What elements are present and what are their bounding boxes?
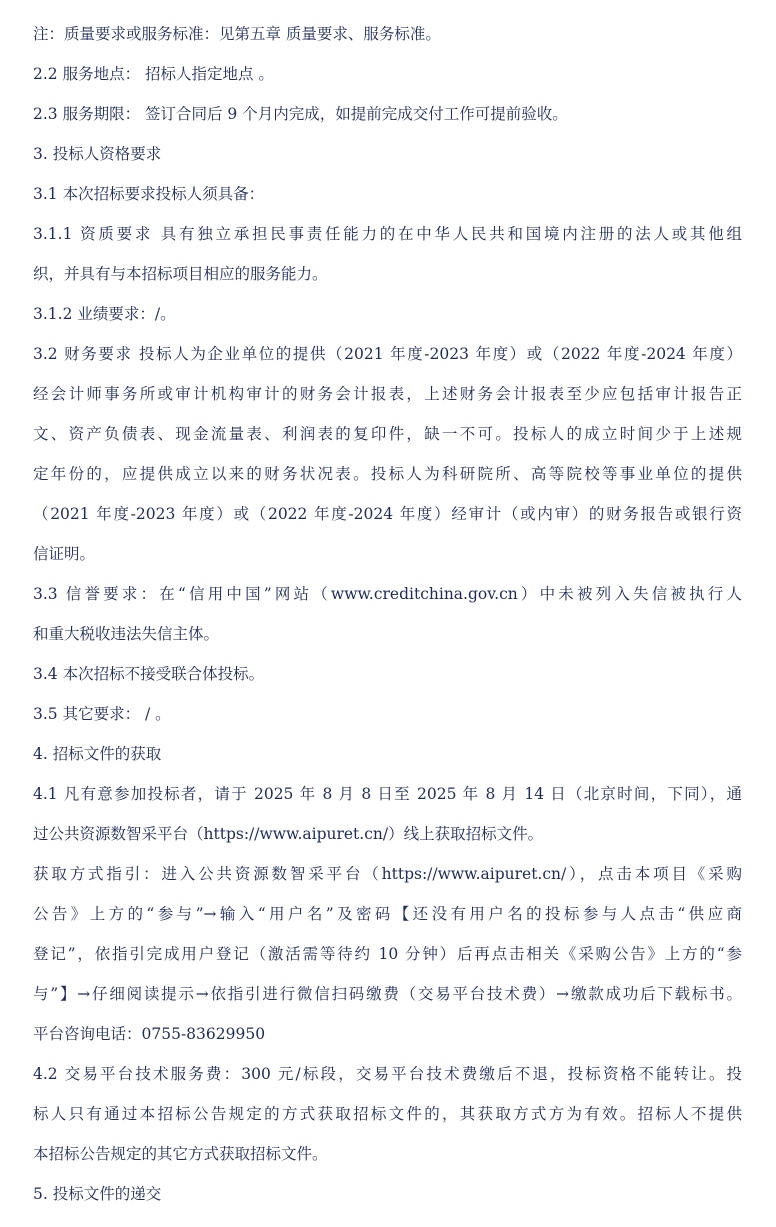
section-heading: 5. 投标文件的递交 — [33, 1185, 162, 1203]
text-line: 获取方式指引：进入公共资源数智采平台（https://www.aipuret.cn/），点击本项目《采购 — [33, 865, 742, 883]
text-line: 3.4 本次招标不接受联合体投标。 — [33, 665, 265, 683]
text-line: 3.3 信誉要求：在“信用中国”网站（www.creditchina.gov.cn）中未被列入失信被执行人 — [33, 585, 742, 603]
text-line: 定年份的，应提供成立以来的财务状况表。投标人为科研院所、高等院校等事业单位的提供 — [33, 465, 742, 483]
text-line: 本招标公告规定的其它方式获取招标文件。 — [33, 1145, 328, 1163]
text-line: 4.1 凡有意参加投标者，请于 2025 年 8 月 8 日至 2025 年 8 月 14 日（北京时间，下同），通 — [33, 785, 742, 803]
text-line: 文、资产负债表、现金流量表、利润表的复印件，缺一不可。投标人的成立时间少于上述规 — [33, 425, 742, 443]
section-heading: 4. 招标文件的获取 — [33, 745, 162, 763]
text-line: 标人只有通过本招标公告规定的方式获取招标文件的，其获取方式方为有效。招标人不提供 — [33, 1105, 742, 1123]
text-line: 公告》上方的“参与”→输入“用户名”及密码【还没有用户名的投标参与人点击“供应商 — [33, 905, 742, 923]
text-line: 登记”，依指引完成用户登记（激活需等待约 10 分钟）后再点击相关《采购公告》上方的“参 — [33, 945, 742, 963]
text-line: 与”】→仔细阅读提示→依指引进行微信扫码缴费（交易平台技术费）→缴款成功后下载标书。 — [33, 985, 742, 1003]
text-line: 织，并具有与本招标项目相应的服务能力。 — [33, 265, 328, 283]
text-line: （2021 年度-2023 年度）或（2022 年度-2024 年度）经审计（或内审）的财务报告或银行资 — [33, 505, 742, 523]
section-heading: 3. 投标人资格要求 — [33, 145, 162, 163]
text-line: 3.1 本次招标要求投标人须具备： — [33, 185, 265, 203]
text-line: 3.5 其它要求： / 。 — [33, 705, 171, 723]
text-line: 2.2 服务地点： 招标人指定地点 。 — [33, 65, 274, 83]
text-line: 经会计师事务所或审计机构审计的财务会计报表，上述财务会计报表至少应包括审计报告正 — [33, 385, 742, 403]
text-line: 2.3 服务期限： 签订合同后 9 个月内完成，如提前完成交付工作可提前验收。 — [33, 105, 568, 123]
text-line: 注：质量要求或服务标准：见第五章 质量要求、服务标准。 — [33, 25, 441, 43]
text-line: 4.2 交易平台技术服务费：300 元/标段，交易平台技术费缴后不退，投标资格不能转让。投 — [33, 1065, 742, 1083]
text-line: 3.1.2 业绩要求：/。 — [33, 305, 176, 323]
text-line: 3.1.1 资质要求 具有独立承担民事责任能力的在中华人民共和国境内注册的法人或其他组 — [33, 225, 742, 243]
text-line: 信证明。 — [33, 545, 96, 563]
text-line: 3.2 财务要求 投标人为企业单位的提供（2021 年度-2023 年度）或（2022 年度-2024 年度） — [33, 345, 742, 363]
text-line: 和重大税收违法失信主体。 — [33, 625, 220, 643]
text-line: 过公共资源数智采平台（https://www.aipuret.cn/）线上获取招标文件。 — [33, 825, 544, 843]
text-line: 平台咨询电话：0755-83629950 — [33, 1025, 266, 1043]
